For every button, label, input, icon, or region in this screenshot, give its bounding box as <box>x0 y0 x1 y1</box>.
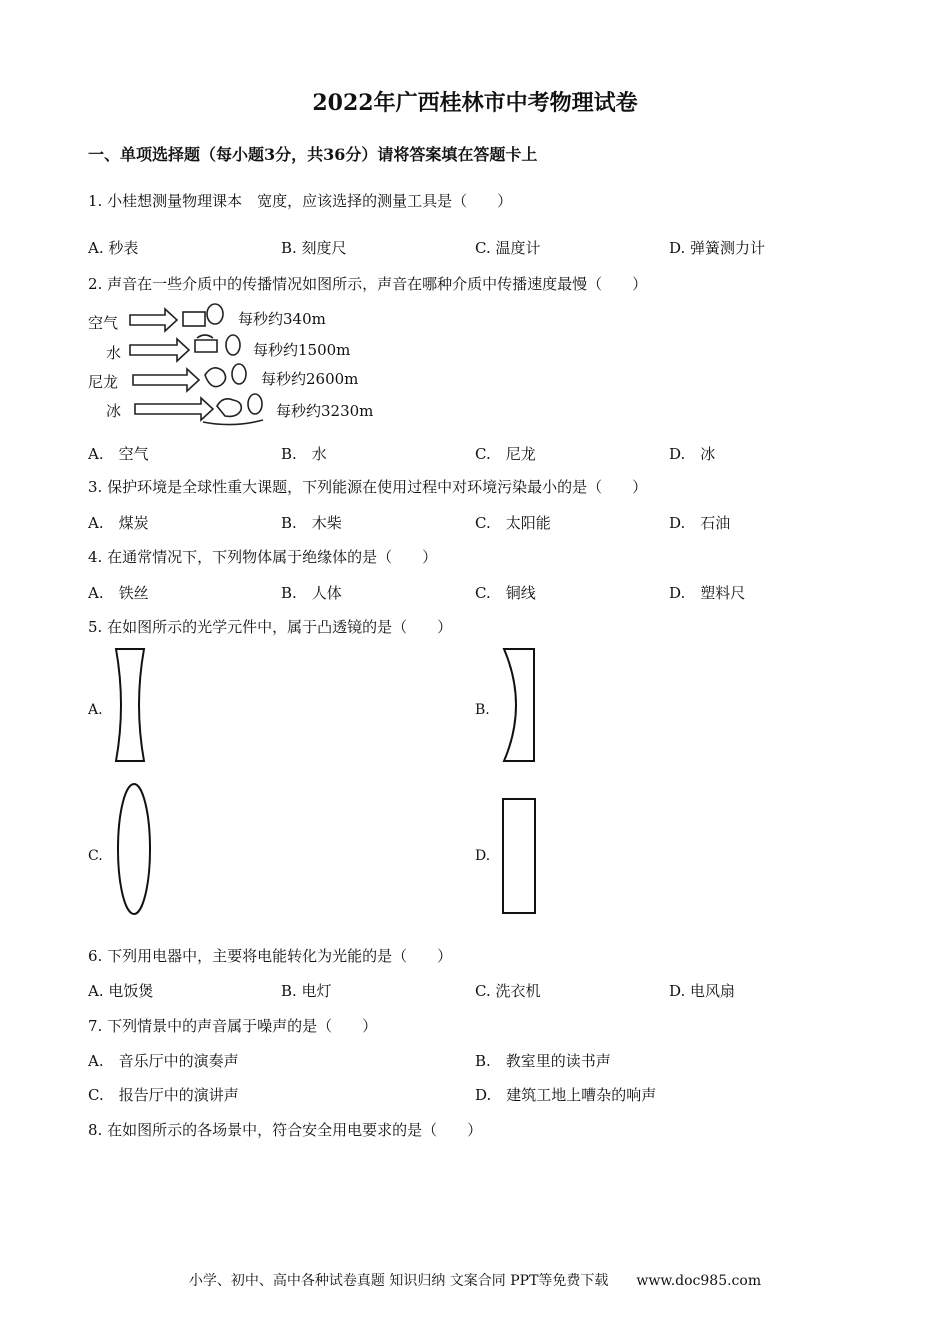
question-2-stem: 2. 声音在一些介质中的传播情况如图所示，声音在哪种介质中传播速度最慢（ ） <box>88 275 648 293</box>
question-1-stem: 1. 小桂想测量物理课本 宽度，应该选择的测量工具是（ ） <box>88 192 513 210</box>
question-6-option-b: B. 电灯 <box>281 982 332 1000</box>
question-6-option-c: C. 洗衣机 <box>475 982 541 1000</box>
question-3-option-a: A. 煤炭 <box>88 514 149 532</box>
lens-label-a: A. <box>88 702 103 718</box>
question-3-option-b: B. 木柴 <box>281 514 342 532</box>
question-4-option-d: D. 塑料尺 <box>669 584 746 602</box>
question-1-option-b: B. 刻度尺 <box>281 239 347 257</box>
box-icon <box>183 312 205 326</box>
question-2-option-b: B. 水 <box>281 445 327 463</box>
question-7-option-d: D. 建筑工地上嘈杂的响声 <box>475 1086 657 1104</box>
question-1-option-c: C. 温度计 <box>475 239 541 257</box>
question-4-option-b: B. 人体 <box>281 584 342 602</box>
arrow-air-icon <box>130 309 177 331</box>
arrow-ice-icon <box>135 398 213 420</box>
arrow-nylon-icon <box>133 369 199 391</box>
concave-lens-icon <box>110 645 150 765</box>
medium-label-ice: 冰 <box>106 402 122 420</box>
ice-block-icon <box>217 399 241 417</box>
question-6-option-d: D. 电风扇 <box>669 982 736 1000</box>
speed-air: 每秒约340m <box>238 310 326 328</box>
question-6-option-a: A. 电饭煲 <box>88 982 154 1000</box>
question-1-option-d: D. 弹簧测力计 <box>669 239 766 257</box>
question-7-option-c: C. 报告厅中的演讲声 <box>88 1086 239 1104</box>
page-footer: 小学、初中、高中各种试卷真题 知识归纳 文案合同 PPT等免费下载 www.doc985.com <box>188 1273 762 1289</box>
lens-label-c: C. <box>88 848 103 864</box>
nylon-coil-icon <box>205 368 226 387</box>
question-2-option-a: A. 空气 <box>88 445 149 463</box>
question-1-option-a: A. 秒表 <box>88 239 139 257</box>
speed-nylon: 每秒约2600m <box>261 370 359 388</box>
lens-label-b: B. <box>475 702 490 718</box>
question-5-stem: 5. 在如图所示的光学元件中，属于凸透镜的是（ ） <box>88 618 453 636</box>
water-tank-icon <box>195 335 217 352</box>
question-2-option-d: D. 冰 <box>669 445 716 463</box>
meniscus-lens-icon <box>498 645 538 765</box>
question-2-option-c: C. 尼龙 <box>475 445 536 463</box>
section-heading: 一、单项选择题（每小题3分，共36分）请将答案填在答题卡上 <box>88 145 538 164</box>
arrow-water-icon <box>130 339 189 361</box>
page-title: 2022年广西桂林市中考物理试卷 <box>312 90 638 116</box>
question-3-option-c: C. 太阳能 <box>475 514 551 532</box>
question-7-stem: 7. 下列情景中的声音属于噪声的是（ ） <box>88 1017 378 1035</box>
convex-lens-icon <box>112 780 156 918</box>
lens-label-d: D. <box>475 848 491 864</box>
glass-slab-icon <box>500 796 540 918</box>
question-6-stem: 6. 下列用电器中，主要将电能转化为光能的是（ ） <box>88 947 453 965</box>
question-8-stem: 8. 在如图所示的各场景中，符合安全用电要求的是（ ） <box>88 1121 483 1139</box>
question-3-option-d: D. 石油 <box>669 514 731 532</box>
speed-ice: 每秒约3230m <box>276 402 374 420</box>
medium-label-water: 水 <box>106 344 122 362</box>
medium-label-nylon: 尼龙 <box>88 373 119 391</box>
ear-icon <box>207 304 223 324</box>
question-3-stem: 3. 保护环境是全球性重大课题，下列能源在使用过程中对环境污染最小的是（ ） <box>88 478 648 496</box>
question-4-option-c: C. 铜线 <box>475 584 536 602</box>
question-7-option-a: A. 音乐厅中的演奏声 <box>88 1052 239 1070</box>
question-4-option-a: A. 铁丝 <box>88 584 149 602</box>
speed-water: 每秒约1500m <box>253 341 351 359</box>
question-7-option-b: B. 教室里的读书声 <box>475 1052 611 1070</box>
question-4-stem: 4. 在通常情况下，下列物体属于绝缘体的是（ ） <box>88 548 438 566</box>
medium-label-air: 空气 <box>88 314 119 332</box>
